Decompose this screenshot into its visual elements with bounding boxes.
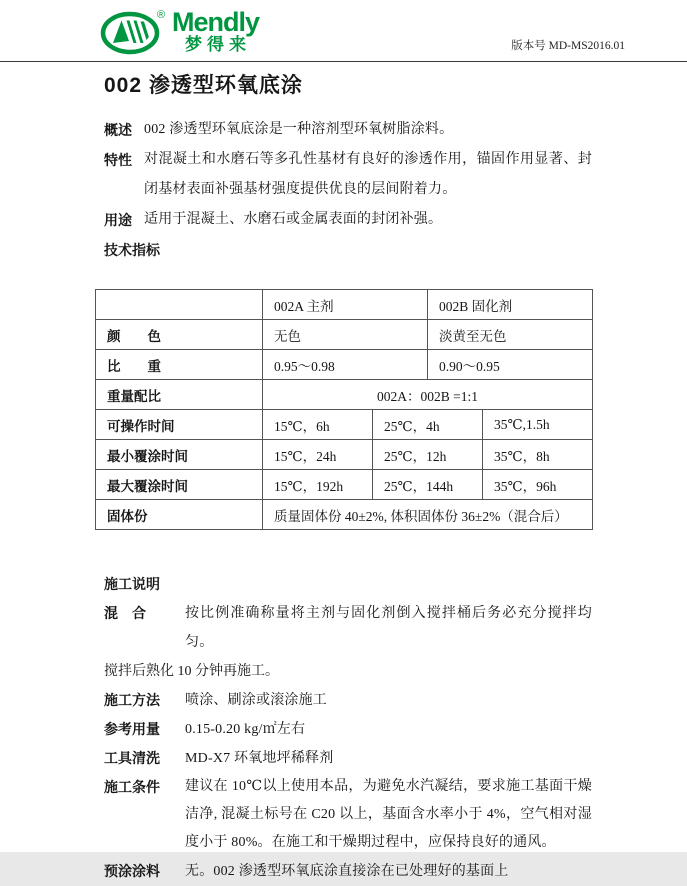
mixing-continuation: 搅拌后熟化 10 分钟再施工。: [104, 664, 279, 679]
spec-header-002b: 002B 固化剂: [428, 290, 593, 320]
document-body: [0, 71, 687, 886]
max-recoat-15c: 15℃，192h: [263, 470, 373, 500]
dosage-row: [104, 715, 592, 744]
usage-row: [104, 205, 592, 235]
features-row: [104, 145, 592, 205]
color-label: 颜 色: [96, 320, 263, 350]
usage-text: 适用于混凝土、水磨石或金属表面的封闭补强。: [144, 212, 443, 227]
solids-value: 质量固体份 40±2%, 体积固体份 36±2%（混合后）: [263, 500, 593, 530]
tech-specs-heading: 技术指标: [104, 242, 160, 258]
overview-label: 概述: [104, 122, 132, 138]
usage-label: 用途: [104, 212, 132, 228]
page-header: [0, 0, 687, 62]
max-recoat-35c: 35℃，96h: [483, 470, 593, 500]
conditions-row: [104, 773, 592, 857]
features-label: 特性: [104, 152, 132, 168]
brand-wordmark: [172, 9, 259, 54]
potlife-label: 可操作时间: [96, 410, 263, 440]
spec-table: [95, 289, 593, 530]
brand-name-cn: 梦得来: [185, 35, 251, 54]
spec-header-row: [96, 290, 593, 320]
color-a: 无色: [263, 320, 428, 350]
spec-header-blank: [96, 290, 263, 320]
method-text: 喷涂、刷涂或滚涂施工: [185, 693, 327, 708]
spec-row-color: [96, 320, 593, 350]
solids-label: 固体份: [96, 500, 263, 530]
gravity-b: 0.90～0.95: [428, 350, 593, 380]
overview-row: [104, 115, 592, 145]
min-recoat-15c: 15℃，24h: [263, 440, 373, 470]
spec-row-potlife: [96, 410, 593, 440]
spec-row-solids: [96, 500, 593, 530]
spec-row-gravity: [96, 350, 593, 380]
potlife-15c: 15℃，6h: [263, 410, 373, 440]
max-recoat-label: 最大覆涂时间: [96, 470, 263, 500]
ratio-value: 002A：002B =1:1: [263, 380, 593, 410]
intro-section: [104, 115, 592, 265]
cleaning-text: MD-X7 环氧地坪稀释剂: [185, 751, 334, 766]
brand-logo: [100, 7, 259, 55]
gravity-a: 0.95～0.98: [263, 350, 428, 380]
page-title: 002 渗透型环氧底涂: [104, 74, 303, 97]
construction-heading: 施工说明: [104, 576, 160, 592]
precoat-text: 无。002 渗透型环氧底涂直接涂在已处理好的基面上: [185, 864, 509, 879]
potlife-25c: 25℃，4h: [373, 410, 483, 440]
cleaning-label: 工具清洗: [104, 750, 160, 766]
mixing-row: [104, 599, 592, 657]
registered-mark: ®: [157, 9, 166, 21]
mixing-text: 按比例准确称量将主剂与固化剂倒入搅拌桶后务必充分搅拌均匀。: [185, 606, 592, 650]
conditions-text: 建议在 10℃以上使用本品，为避免水汽凝结，要求施工基面干燥洁净, 混凝土标号在 C20 以上，基面含水率小于 4%，空气相对湿度小于 80%。在施工和干燥期过程中，应保持良好的通风。: [185, 779, 592, 850]
max-recoat-25c: 25℃，144h: [373, 470, 483, 500]
cleaning-row: [104, 744, 592, 773]
color-b: 淡黄至无色: [428, 320, 593, 350]
potlife-35c: 35℃,1.5h: [483, 410, 593, 440]
spec-row-max-recoat: [96, 470, 593, 500]
min-recoat-35c: 35℃，8h: [483, 440, 593, 470]
method-row: [104, 686, 592, 715]
spec-header-002a: 002A 主剂: [263, 290, 428, 320]
min-recoat-label: 最小覆涂时间: [96, 440, 263, 470]
brand-name: Mendly: [172, 7, 260, 37]
precoat-row: [104, 857, 592, 886]
gravity-label: 比 重: [96, 350, 263, 380]
min-recoat-25c: 25℃，12h: [373, 440, 483, 470]
features-text: 对混凝土和水磨石等多孔性基材有良好的渗透作用，锚固作用显著、封闭基材表面补强基材强度提供优良的层间附着力。: [144, 152, 592, 197]
dosage-text: 0.15-0.20 kg/㎡左右: [185, 722, 306, 737]
precoat-label: 预涂涂料: [104, 863, 160, 879]
ratio-label: 重量配比: [96, 380, 263, 410]
version-label: 版本号 MD-MS2016.01: [511, 40, 625, 52]
spec-row-ratio: [96, 380, 593, 410]
mendly-logo-icon: [100, 7, 170, 55]
mixing-label: 混 合: [104, 605, 146, 621]
construction-section: [104, 569, 592, 886]
overview-text: 002 渗透型环氧底涂是一种溶剂型环氧树脂涂料。: [144, 122, 454, 137]
dosage-label: 参考用量: [104, 721, 160, 737]
spec-row-min-recoat: [96, 440, 593, 470]
conditions-label: 施工条件: [104, 779, 160, 795]
method-label: 施工方法: [104, 692, 160, 708]
